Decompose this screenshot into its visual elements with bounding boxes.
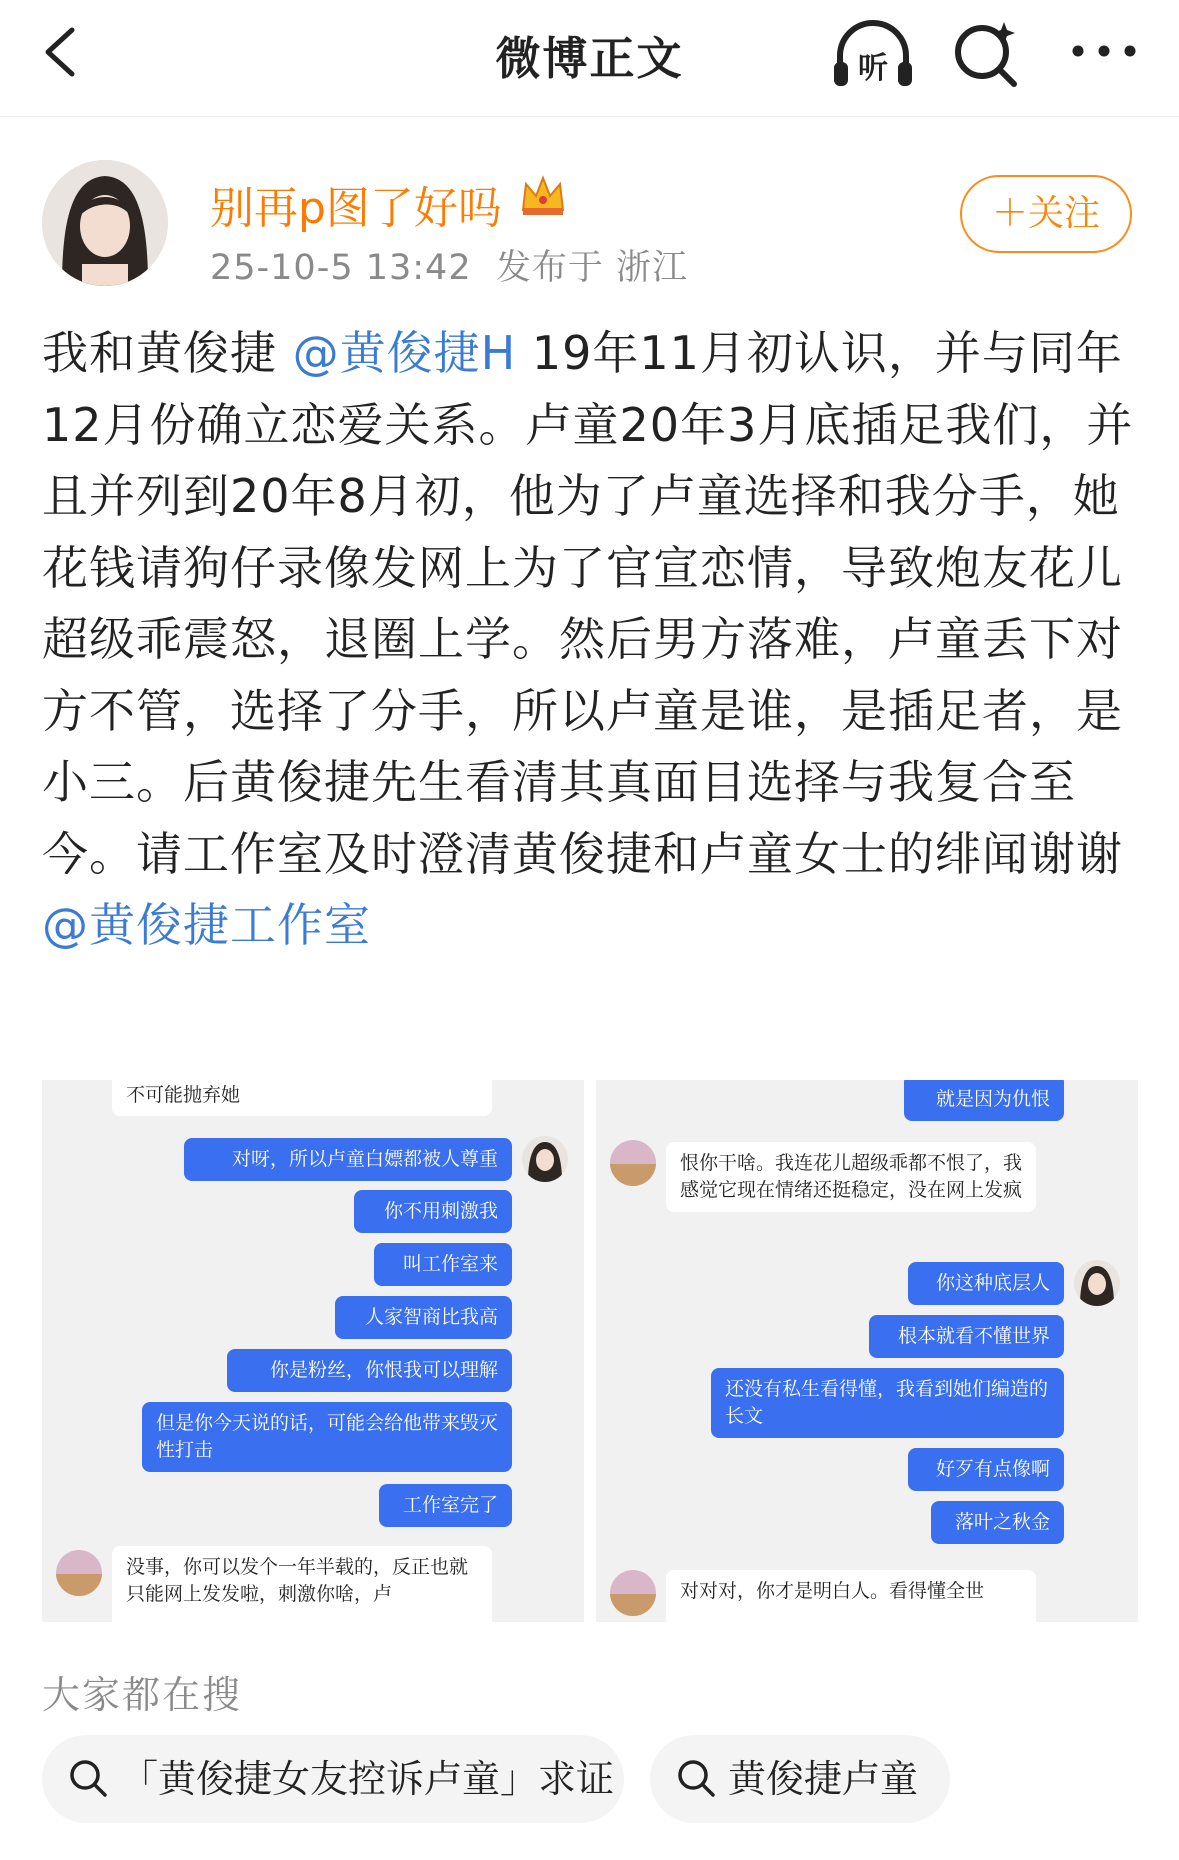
chat-bubble: 根本就看不懂世界	[869, 1315, 1064, 1358]
trending-search-item[interactable]	[650, 1735, 950, 1823]
chat-bubble: 好歹有点像啊	[908, 1448, 1064, 1491]
chat-avatar-me	[1074, 1260, 1120, 1306]
listen-headphones-icon[interactable]	[830, 16, 916, 96]
search-icon	[676, 1758, 716, 1798]
chat-bubble: 落叶之秋金	[931, 1501, 1064, 1544]
chat-bubble: 人家智商比我高	[335, 1296, 512, 1339]
trending-search-item[interactable]	[42, 1735, 624, 1823]
chat-bubble: 工作室完了	[379, 1484, 512, 1527]
chat-bubble: 你不用刺激我	[354, 1190, 512, 1233]
chat-avatar-me	[522, 1136, 568, 1182]
author-name[interactable]: 别再p图了好吗	[210, 183, 502, 234]
chat-bubble: 恨你干啥。我连花儿超级乖都不恨了，我感觉它现在情绪还挺稳定，没在网上发疯	[666, 1142, 1036, 1212]
post-body	[42, 318, 1142, 962]
post-meta	[210, 240, 688, 290]
top-nav-bar	[0, 0, 1179, 117]
chat-bubble: 叫工作室来	[374, 1243, 512, 1286]
post-image-right[interactable]	[596, 1080, 1138, 1622]
mention-link[interactable]: @黄俊捷工作室	[42, 898, 371, 952]
post-location: 发布于 浙江	[495, 248, 688, 288]
chat-bubble: 还没有私生看得懂，我看到她们编造的长文	[711, 1368, 1064, 1438]
post-timestamp: 25-10-5 13:42	[210, 248, 472, 288]
more-options-icon[interactable]	[1068, 28, 1140, 74]
chat-bubble: 不可能抛弃她	[112, 1080, 492, 1116]
chat-bubble: 对呀，所以卢童白嫖都被人尊重	[184, 1138, 512, 1181]
chat-avatar-other	[610, 1570, 656, 1616]
trending-search-title: 大家都在搜	[42, 1673, 243, 1717]
page-title: 微博正文	[495, 32, 684, 85]
post-text-segment: 我和黄俊捷	[42, 326, 293, 380]
search-icon[interactable]	[950, 18, 1022, 90]
mention-link[interactable]: @黄俊捷H	[292, 326, 517, 380]
post-text-segment: 19年11月初认识，并与同年12月份确立恋爱关系。卢童20年3月底插足我们，并且并列到20年8月初，他为了卢童选择和我分手，她花钱请狗仔录像发网上为了官宣恋情，导致炮友花儿超级乖震怒，退圈上学。然后男方落难，卢童丢下对方不管，选择了分手，所以卢童是谁，是插足者，是小三。后黄俊捷先生看清其真面目选择与我复合至今。请工作室及时澄清黄俊捷和卢童女士的绯闻谢谢	[42, 326, 1134, 881]
author-avatar[interactable]	[42, 160, 168, 286]
chat-bubble: 没事，你可以发个一年半载的，反正也就只能网上发发啦，刺激你啥，卢	[112, 1546, 492, 1622]
listen-label: 听	[858, 51, 888, 86]
chat-avatar-other	[56, 1550, 102, 1596]
trending-search-label: 「黄俊捷女友控诉卢童」求证	[120, 1757, 615, 1801]
chat-bubble: 你这种底层人	[908, 1262, 1064, 1305]
trending-search-label: 黄俊捷卢童	[728, 1757, 919, 1801]
chat-avatar-other	[610, 1140, 656, 1186]
follow-button[interactable]: ＋关注	[960, 175, 1132, 253]
crown-icon	[518, 170, 568, 220]
chat-bubble: 就是因为仇恨	[904, 1080, 1064, 1121]
search-icon	[68, 1758, 108, 1798]
post-image-left[interactable]	[42, 1080, 584, 1622]
chat-bubble: 对对对，你才是明白人。看得懂全世	[666, 1570, 1036, 1622]
chat-bubble: 但是你今天说的话，可能会给他带来毁灭性打击	[142, 1402, 512, 1472]
chat-bubble: 你是粉丝，你恨我可以理解	[227, 1349, 512, 1392]
